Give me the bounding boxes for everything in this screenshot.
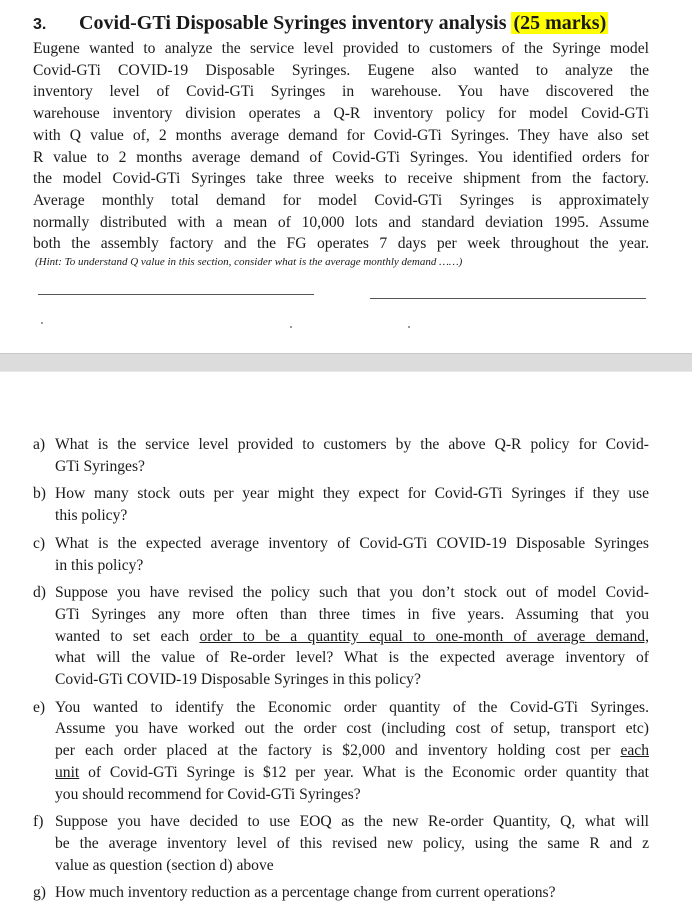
subquestion-line-underlined [55, 626, 649, 648]
subquestion-line: you should recommend for Covid-GTi Syringes? [55, 785, 361, 803]
subquestion-line: What is the expected average inventory of Covid-GTi COVID-19 Disposable Syringes [55, 534, 649, 552]
subquestion-line: Assume you have worked out the order cost (including cost of setup, transport etc) [55, 720, 649, 738]
hint-text: (Hint: To understand Q value in this section, consider what is the average monthly demand ……) [35, 256, 463, 268]
subquestion-g [33, 882, 649, 904]
subquestion-label: c) [33, 534, 46, 552]
intro-paragraph [33, 38, 649, 255]
underlined-text: unit [55, 763, 80, 781]
subquestion-label: b) [33, 485, 46, 503]
text-segment: wanted to set each [55, 627, 200, 645]
underlined-text: each [620, 742, 649, 760]
marks-badge: (25 marks) [513, 12, 607, 34]
scan-speck [41, 322, 43, 324]
subquestion-a [33, 434, 649, 477]
intro-line: Average monthly total demand for model Covid-GTi Syringes is approximately [33, 191, 649, 209]
subquestion-line-underlined [55, 762, 649, 784]
intro-line: both the assembly factory and the FG operates 7 days per week throughout the year. [33, 235, 649, 253]
subquestion-label: g) [33, 884, 46, 902]
subquestion-label: e) [33, 698, 46, 716]
intro-line: warehouse inventory division operates a Q-R inventory policy for model Covid-GTi [33, 105, 649, 123]
subquestion-line: value as question (section d) above [55, 856, 274, 874]
subquestion-line: be the average inventory level of this revised new policy, using the same R and z [55, 834, 649, 852]
subquestion-line: Suppose you have decided to use EOQ as the new Re-order Quantity, Q, what will [55, 813, 649, 831]
subquestion-label: a) [33, 436, 46, 453]
subquestion-line: How much inventory reduction as a percentage change from current operations? [55, 884, 556, 902]
question-title: Covid-GTi Disposable Syringes inventory analysis [79, 12, 507, 34]
text-segment: per each order placed at the factory is $2,000 and inventory holding cost per [55, 742, 621, 760]
subquestion-e [33, 697, 649, 806]
intro-line: the model Covid-GTi Syringes take three weeks to receive shipment from the factory. [33, 170, 649, 188]
subquestion-line: in this policy? [55, 556, 144, 574]
page-top-section [0, 0, 692, 352]
question-number: 3. [33, 16, 47, 33]
subquestion-d [33, 582, 649, 691]
answer-rule-right [370, 298, 646, 299]
subquestion-b [33, 483, 649, 526]
subquestion-line: Covid-GTi COVID-19 Disposable Syringes in this policy? [55, 671, 421, 689]
subquestion-line: You wanted to identify the Economic order quantity of the Covid-GTi Syringes. [55, 698, 649, 716]
scan-speck [408, 326, 410, 328]
intro-line: inventory level of Covid-GTi Syringes in warehouse. You have discovered the [33, 83, 649, 101]
subquestion-line: How many stock outs per year might they expect for Covid-GTi Syringes if they use [55, 485, 649, 503]
underlined-text: order to be a quantity equal to one-month of average demand, [199, 627, 649, 645]
subquestion-line: Suppose you have revised the policy such that you don’t stock out of model Covid- [55, 584, 649, 602]
subquestion-label: f) [33, 813, 44, 831]
subquestion-line: GTi Syringes any more often than three times in five years. Assuming that you [55, 605, 649, 623]
answer-rule-left [38, 294, 314, 295]
intro-line: R value to 2 months average demand of Covid-GTi Syringes. You identified orders for [33, 148, 649, 166]
subquestion-line: what will the value of Re-order level? What is the expected average inventory of [55, 649, 649, 667]
intro-line: normally distributed with a mean of 10,000 lots and standard deviation 1995. Assume [33, 213, 649, 231]
subquestion-list [33, 434, 649, 910]
scan-speck [290, 326, 292, 328]
question-heading [33, 10, 663, 38]
subquestion-line: GTi Syringes? [55, 457, 145, 475]
subquestion-label: d) [33, 584, 46, 602]
intro-line: Eugene wanted to analyze the service level provided to customers of the Syringe model [33, 40, 649, 57]
subquestion-c [33, 533, 649, 576]
subquestion-line: What is the service level provided to customers by the above Q-R policy for Covid- [55, 436, 649, 453]
page-divider [0, 353, 692, 372]
intro-line: with Q value of, 2 months average demand for Covid-GTi Syringes. They have also set [33, 126, 649, 144]
text-segment: of Covid-GTi Syringe is $12 per year. What is the Economic order quantity that [79, 763, 649, 781]
intro-line: Covid-GTi COVID-19 Disposable Syringes. Eugene also wanted to analyze the [33, 61, 649, 79]
subquestion-line-underlined [55, 740, 649, 762]
subquestion-line: this policy? [55, 507, 128, 525]
subquestion-f [33, 811, 649, 876]
